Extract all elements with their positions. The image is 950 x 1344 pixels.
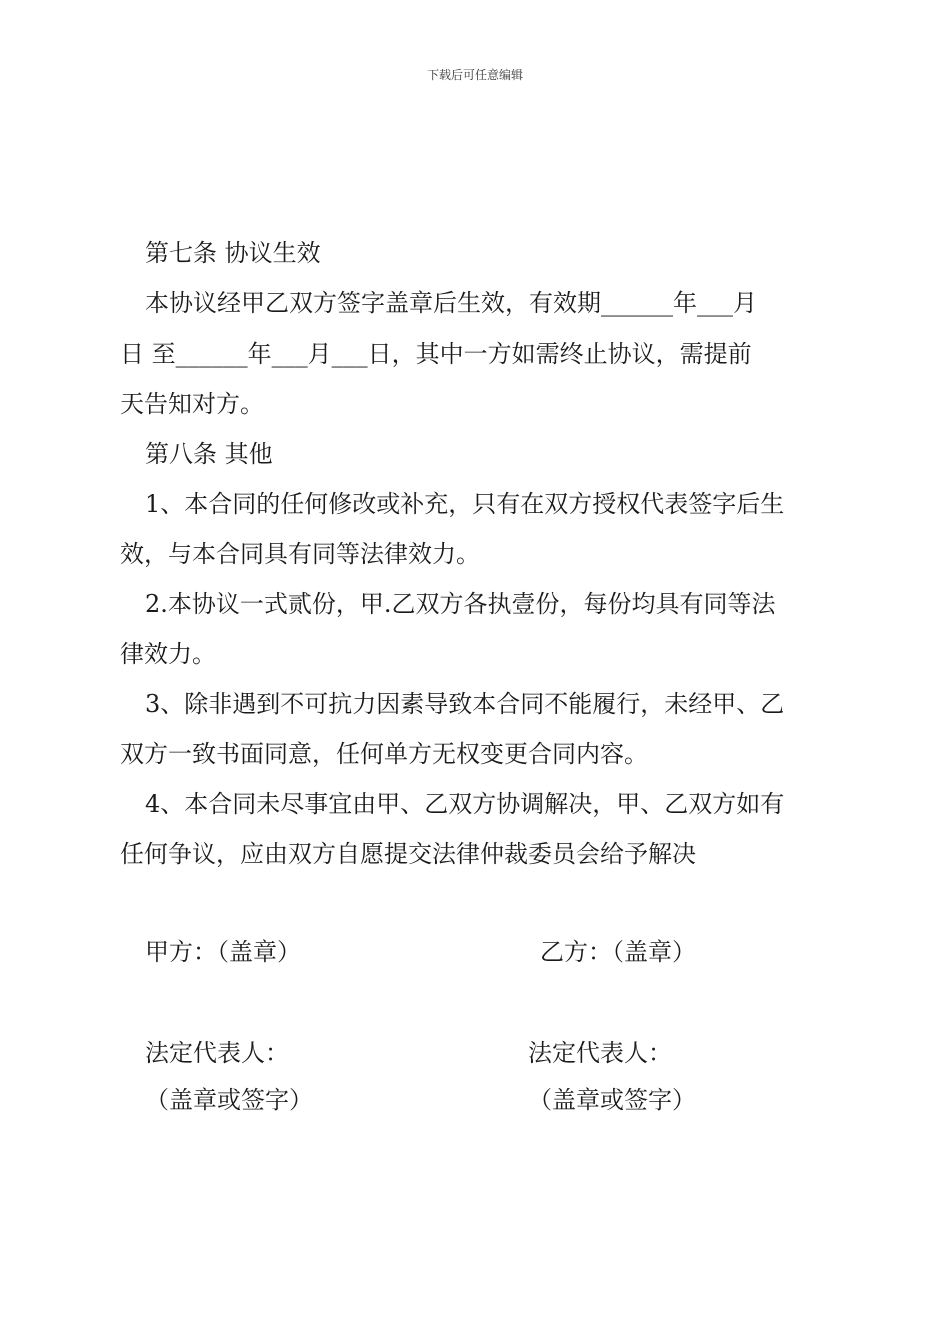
- article8-item2-line1: 2.本协议一式贰份，甲.乙双方各执壹份，每份均具有同等法: [145, 590, 776, 618]
- party-a-sign-label: （盖章或签字）: [145, 1086, 313, 1114]
- article8-item1-line1: 1、本合同的任何修改或补充，只有在双方授权代表签字后生: [145, 490, 785, 518]
- article8-item4-line1: 4、本合同未尽事宜由甲、乙双方协调解决，甲、乙双方如有: [145, 790, 785, 818]
- article7-line1: 本协议经甲乙双方签字盖章后生效，有效期______年___月: [145, 289, 757, 317]
- article7-line3: 天告知对方。: [120, 390, 264, 418]
- party-b-sign-label: （盖章或签字）: [528, 1086, 696, 1114]
- party-b-rep-label: 法定代表人：: [528, 1039, 672, 1067]
- article8-item1-line2: 效，与本合同具有同等法律效力。: [120, 540, 480, 568]
- article8-item2-line2: 律效力。: [120, 640, 216, 668]
- article8-title: 第八条 其他: [145, 440, 273, 468]
- party-b-seal-label: 乙方：（盖章）: [540, 938, 696, 966]
- party-a-seal-label: 甲方：（盖章）: [145, 938, 301, 966]
- party-a-rep-label: 法定代表人：: [145, 1039, 289, 1067]
- article8-item3-line2: 双方一致书面同意，任何单方无权变更合同内容。: [120, 740, 648, 768]
- article8-item3-line1: 3、除非遇到不可抗力因素导致本合同不能履行，未经甲、乙: [145, 690, 785, 718]
- article7-title: 第七条 协议生效: [145, 239, 321, 267]
- article8-item4-line2: 任何争议，应由双方自愿提交法律仲裁委员会给予解决: [120, 840, 696, 868]
- article7-line2: 日 至______年___月___日，其中一方如需终止协议，需提前: [120, 340, 752, 368]
- header-note: 下载后可任意编辑: [426, 68, 523, 82]
